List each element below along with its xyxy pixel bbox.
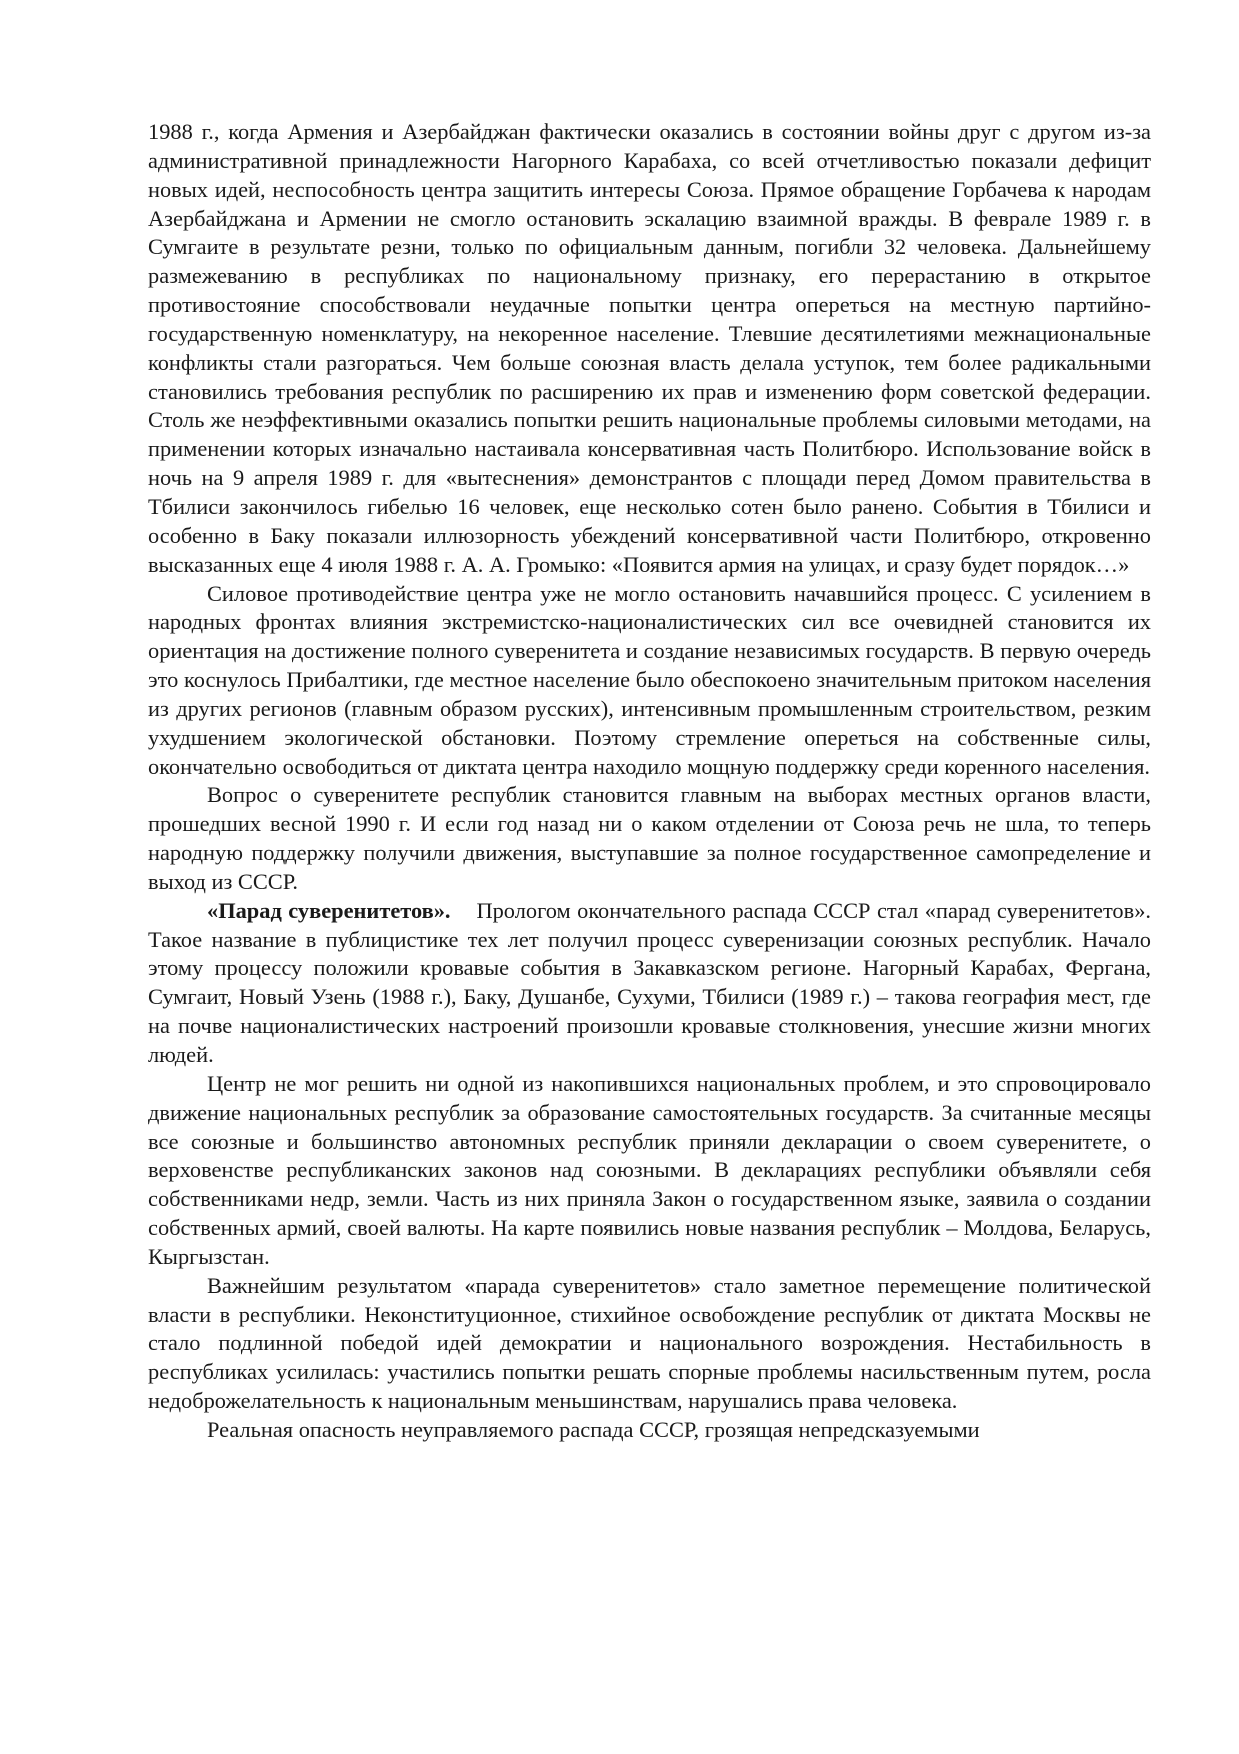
section-heading-body: Прологом окончательного распада СССР стал «парад суверенитетов». Такое название в публицистике тех лет получил процесс суверенизации союзных республик. Начало этому процессу положили кровавые события в Закавказском регионе. Нагорный Карабах, Фергана, Сумгаит, Новый Узень (1988 г.), Баку, Душанбе, Сухуми, Тбилиси (1989 г.) – такова география мест, где на почве националистических настроений произошли кровавые столкновения, унесшие жизни многих людей. <box>148 897 1151 1067</box>
paragraph-force-opposition: Силовое противодействие центра уже не могло остановить начавшийся процесс. С усилением в народных фронтах влияния экстремистско-националистических сил все очевидней становится их ориентация на достижение полного суверенитета и создание независимых государств. В первую очередь это коснулось Прибалтики, где местное население было обеспокоено значительным притоком населения из других регионов (главным образом русских), интенсивным промышленным строительством, резким ухудшением экологической обстановки. Поэтому стремление опереться на собственные силы, окончательно освободиться от диктата центра находило мощную поддержку среди коренного населения. <box>148 580 1151 779</box>
paragraph-sovereignty-elections: Вопрос о суверенитете республик становится главным на выборах местных органов власти, прошедших весной 1990 г. И если год назад ни о каком отделении от Союза речь не шла, то теперь народную поддержку получили движения, выступавшие за полное государственное самопределение и выход из СССР. <box>148 782 1151 894</box>
paragraph-collapse-danger: Реальная опасность неуправляемого распада СССР, грозящая непредсказуемыми <box>207 1416 980 1442</box>
paragraph-center-failure: Центр не мог решить ни одной из накопившихся национальных проблем, и это спровоцировало движение национальных республик за образование самостоятельных государств. За считанные месяцы все союзные и большинство автономных республик приняли декларации о своем суверенитете, о верховенстве республиканских законов над союзными. В декларациях республики объявляли себя собственниками недр, земли. Часть из них приняла Закон о государственном языке, заявила о создании собственных армий, своей валюты. На карте появились новые названия республик – Молдова, Беларусь, Кыргызстан. <box>148 1070 1151 1269</box>
paragraph-power-shift: Важнейшим результатом «парада суверенитетов» стало заметное перемещение политической власти в республики. Неконституционное, стихийное освобождение республик от диктата Москвы не стало подлинной победой идей демократии и национального возрождения. Нестабильность в республиках усилилась: участились попытки решать спорные проблемы насильственным путем, росла недоброжелательность к национальным меньшинствам, нарушались права человека. <box>148 1272 1151 1414</box>
section-heading: «Парад суверенитетов». <box>207 897 451 923</box>
paragraph-continuation: 1988 г., когда Армения и Азербайджан фактически оказались в состоянии войны друг с другом из-за административной принадлежности Нагорного Карабаха, со всей отчетливостью показали дефицит новых идей, неспособность центра защитить интересы Союза. Прямое обращение Горбачева к народам Азербайджана и Армении не смогло остановить эскалацию взаимной вражды. В феврале 1989 г. в Сумгаите в результате резни, только по официальным данным, погибли 32 человека. Дальнейшему размежеванию в республиках по национальному признаку, его перерастанию в открытое противостояние способствовали неудачные попытки центра опереться на местную партийно-государственную номенклатуру, на некоренное население. Тлевшие десятилетиями межнациональные конфликты стали разгораться. Чем больше союзная власть делала уступок, тем более радикальными становились требования республик по расширению их прав и изменению форм советской федерации. Столь же неэффективными оказались попытки решить национальные проблемы силовыми методами, на применении которых изначально настаивала консервативная часть Политбюро. Использование войск в ночь на 9 апреля 1989 г. для «вытеснения» демонстрантов с площади перед Домом правительства в Тбилиси закончилось гибелью 16 человек, еще несколько сотен было ранено. События в Тбилиси и особенно в Баку показали иллюзорность убеждений консервативной части Политбюро, откровенно высказанных еще 4 июля 1988 г. А. А. Громыко: «Появится армия на улицах, и сразу будет порядок…» <box>148 119 1151 577</box>
document-page <box>148 118 1151 1445</box>
paragraph-parade-of-sovereignties <box>148 897 1151 1070</box>
